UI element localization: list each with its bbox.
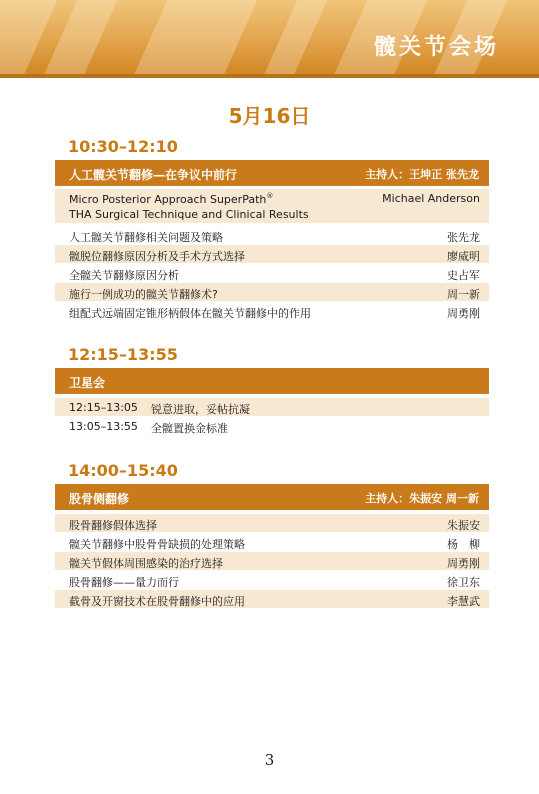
session-hosts: 主持人：朱振安 周一新 xyxy=(365,492,479,505)
talk-speaker: 李慧武 xyxy=(447,595,480,608)
date-heading: 5月16日 xyxy=(228,104,311,128)
talk-speaker: 廖威明 xyxy=(447,250,480,263)
talk-speaker: 周勇刚 xyxy=(447,557,480,570)
talk-row xyxy=(55,590,489,608)
talk-title: 施行一例成功的髋关节翻修术? xyxy=(69,288,218,301)
talk-row xyxy=(55,417,489,435)
talk-speaker: 徐卫东 xyxy=(447,576,480,589)
talk-title: 髋关节假体周围感染的治疗选择 xyxy=(69,557,223,570)
talk-speaker: 杨 柳 xyxy=(447,538,480,551)
session-header xyxy=(55,484,489,510)
talk-title-line2: THA Surgical Technique and Clinical Results xyxy=(69,208,309,221)
talk-row xyxy=(55,552,489,570)
session-title: 人工髋关节翻修—在争议中前行 xyxy=(69,168,238,182)
session-header xyxy=(55,368,489,394)
talk-speaker: 周勇刚 xyxy=(447,307,480,320)
header-banner xyxy=(0,0,539,78)
talk-title: 截骨及开窗技术在股骨翻修中的应用 xyxy=(69,595,245,608)
session-header xyxy=(55,160,489,186)
session-time: 12:15–13:55 xyxy=(68,345,178,364)
talk-title: 髋关节翻修中股骨骨缺损的处理策略 xyxy=(69,538,245,551)
talk-speaker: 史占军 xyxy=(447,269,480,282)
talk-row xyxy=(55,533,489,551)
talk-row xyxy=(55,264,489,282)
talk-title: 股骨翻修——量力而行 xyxy=(69,576,179,589)
talk-row xyxy=(55,189,489,223)
talk-speaker: 周一新 xyxy=(447,288,480,301)
talk-title: Micro Posterior Approach SuperPath® xyxy=(69,192,274,206)
talk-row xyxy=(55,302,489,320)
banner-title: 髋关节会场 xyxy=(373,35,499,60)
talk-speaker: 朱振安 xyxy=(447,519,480,532)
talk-title: 股骨翻修假体选择 xyxy=(69,519,157,532)
talk-row xyxy=(55,283,489,301)
talk-row xyxy=(55,571,489,589)
talk-speaker: 张先龙 xyxy=(447,231,480,244)
session-hosts: 主持人：王坤正 张先龙 xyxy=(365,168,479,181)
talk-title: 组配式远端固定锥形柄假体在髋关节翻修中的作用 xyxy=(69,307,311,320)
talk-title: 全髋置换金标准 xyxy=(151,422,228,435)
talk-speaker: Michael Anderson xyxy=(382,192,480,205)
talk-row xyxy=(55,226,489,244)
talk-title: 髋脱位翻修原因分析及手术方式选择 xyxy=(69,250,245,263)
talk-title: 人工髋关节翻修相关问题及策略 xyxy=(69,231,223,244)
talk-row xyxy=(55,245,489,263)
session-time: 14:00–15:40 xyxy=(68,461,178,480)
page-number: 3 xyxy=(264,751,275,769)
session-title: 卫星会 xyxy=(69,376,106,390)
talk-time: 12:15–13:05 xyxy=(69,401,138,414)
talk-title: 锐意进取，妥帖抗凝 xyxy=(151,403,250,416)
session-time: 10:30–12:10 xyxy=(68,137,178,156)
talk-row xyxy=(55,398,489,416)
talk-title: 全髋关节翻修原因分析 xyxy=(69,269,179,282)
session-title: 股骨侧翻修 xyxy=(69,492,130,506)
talk-time: 13:05–13:55 xyxy=(69,420,138,433)
talk-row xyxy=(55,514,489,532)
